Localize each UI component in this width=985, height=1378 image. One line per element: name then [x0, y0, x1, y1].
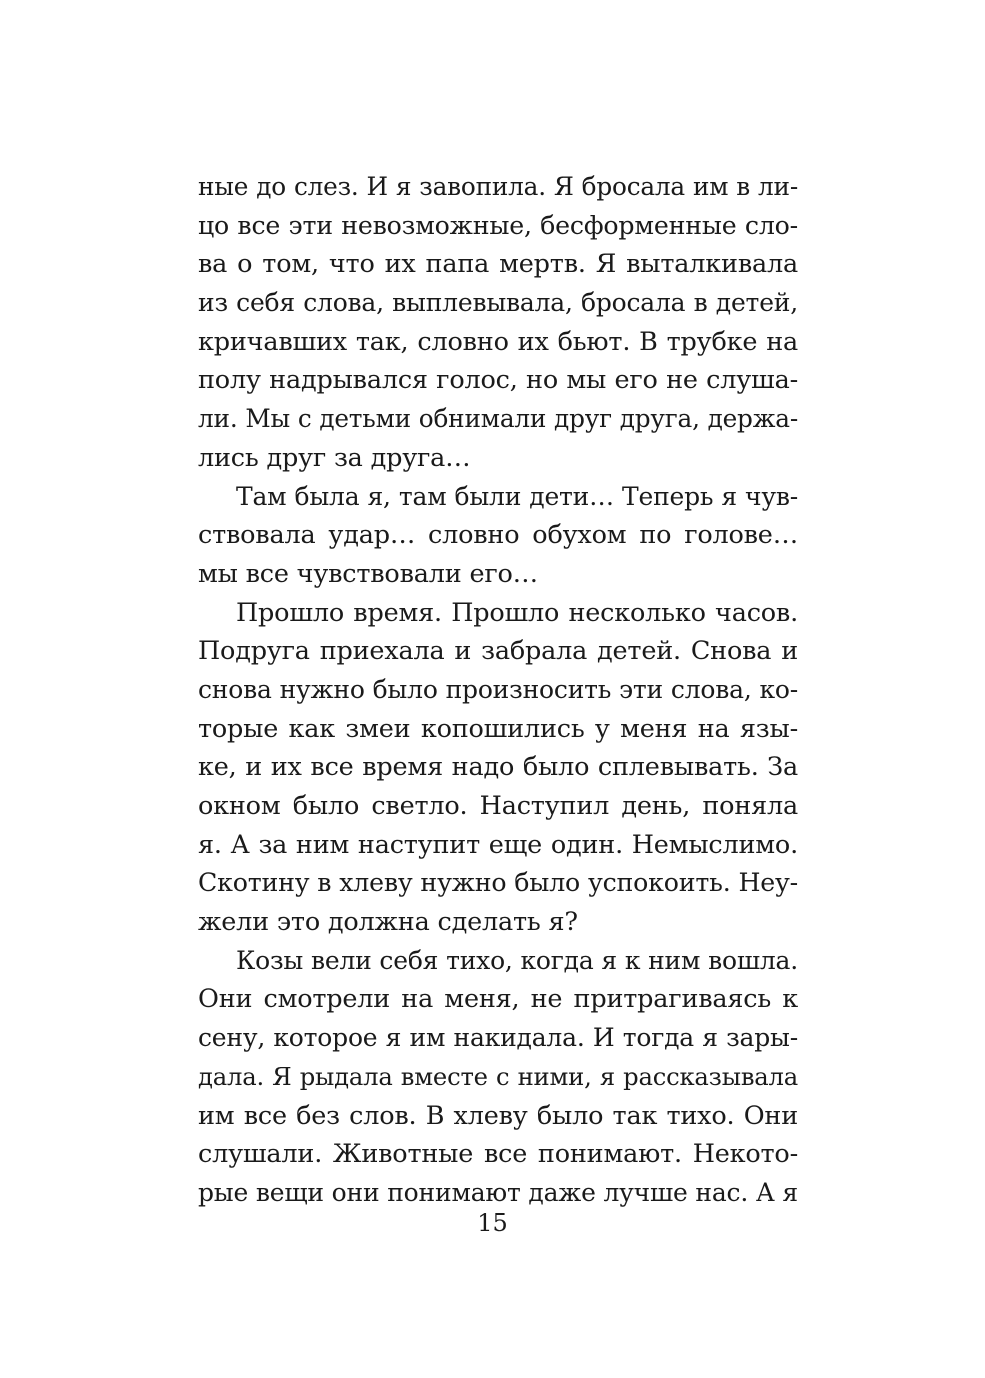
text-line: мы все чувствовали его… [198, 558, 538, 589]
text-line: окном было светло. Наступил день, поняла [198, 791, 798, 821]
body-text [198, 168, 798, 1213]
text-line: Скотину в хлеву нужно было успокоить. Неу- [198, 868, 798, 898]
text-line: ке, и их все время надо было сплевывать. За [198, 752, 798, 783]
text-line: я. А за ним наступит еще один. Немыслимо. [198, 829, 798, 860]
text-line: дала. Я рыдала вместе с ними, я рассказывала [198, 1061, 798, 1091]
text-line: полу надрывался голос, но мы его не слуша- [198, 365, 798, 396]
text-line: кричавших так, словно их бьют. В трубке на [198, 326, 798, 357]
text-line: торые как змеи копошились у меня на язы- [198, 713, 798, 744]
text-line: Прошло время. Прошло несколько часов. [236, 597, 798, 628]
text-line: слушали. Животные все понимают. Некото- [198, 1139, 798, 1170]
text-line: снова нужно было произносить эти слова, ко- [198, 674, 798, 704]
text-line: цо все эти невозможные, бесформенные сло- [198, 210, 798, 240]
text-line: ли. Мы с детьми обнимали друг друга, держа- [198, 404, 798, 434]
text-line: лись друг за друга… [198, 442, 471, 473]
text-line: из себя слова, выплевывала, бросала в детей, [198, 288, 798, 318]
text-line: рые вещи они понимают даже лучше нас. А я [198, 1177, 798, 1207]
text-line: Подруга приехала и забрала детей. Снова и [198, 636, 798, 667]
text-line: сену, которое я им накидала. И тогда я зары- [198, 1023, 798, 1053]
text-line: ные до слез. И я завопила. Я бросала им в ли- [198, 172, 798, 201]
page-number: 15 [477, 1209, 508, 1237]
text-line: им все без слов. В хлеву было так тихо. Они [198, 1100, 798, 1131]
text-line: Козы вели себя тихо, когда я к ним вошла. [236, 945, 798, 975]
text-line: ва о том, что их папа мертв. Я выталкивала [198, 249, 798, 280]
text-line: жели это должна сделать я? [198, 907, 578, 938]
text-line: Они смотрели на меня, не притрагиваясь к [198, 984, 798, 1015]
text-line: Там была я, там были дети… Теперь я чув- [236, 481, 798, 511]
text-line: ствовала удар… словно обухом по голове… [198, 520, 798, 551]
